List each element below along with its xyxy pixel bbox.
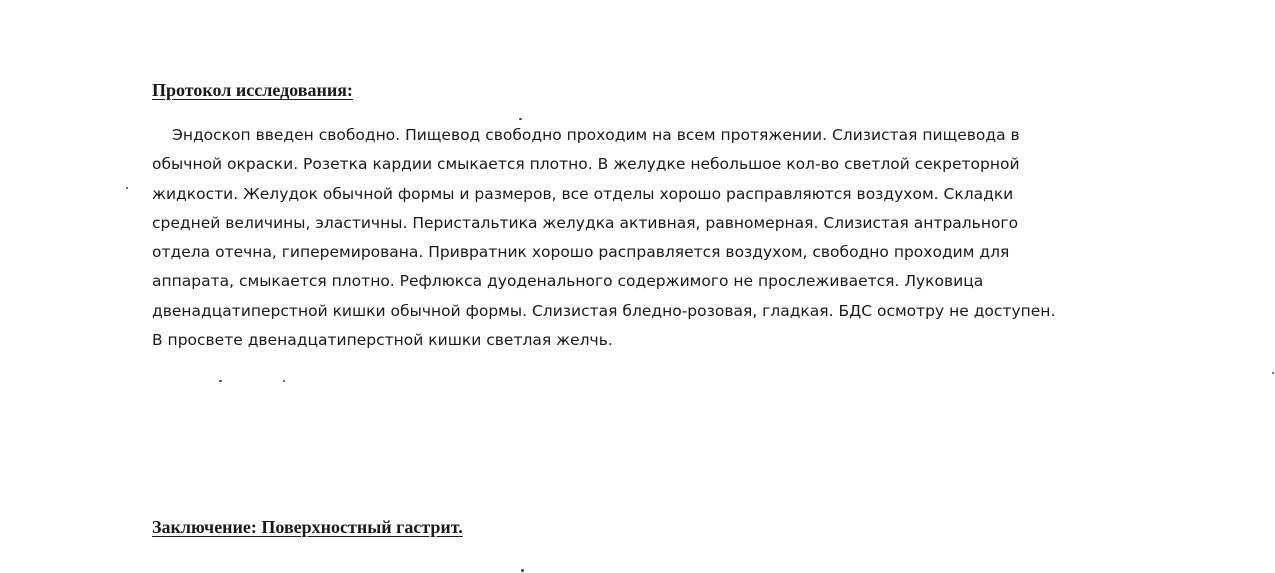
protocol-body [152,121,1142,355]
scan-speck [519,118,522,120]
protocol-line: двенадцатиперстной кишки обычной формы. Слизистая бледно-розовая, гладкая. БДС осмотру не доступен. [152,301,1056,320]
scan-speck [283,380,285,382]
protocol-line: обычной окраски. Розетка кардии смыкается плотно. В желудке небольшое кол-во светлой секреторной [152,155,1020,174]
protocol-line: Эндоскоп введен свободно. Пищевод свободно проходим на всем протяжении. Слизистая пищевода в [172,126,1020,144]
scan-speck [521,569,524,572]
protocol-line: средней величины, эластичны. Перистальтика желудка активная, равномерная. Слизистая антрального [152,213,1019,232]
protocol-line: В просвете двенадцатиперстной кишки светлая желчь. [152,331,613,350]
scan-speck [1272,372,1274,374]
scan-speck [219,380,222,382]
protocol-line: отдела отечна, гиперемирована. Привратник хорошо расправляется воздухом, свободно проходим для [152,243,1010,262]
protocol-heading: Протокол исследования: [152,80,353,100]
scan-speck [126,187,128,189]
conclusion-heading: Заключение: Поверхностный гастрит. [152,517,463,537]
protocol-line: аппарата, смыкается плотно. Рефлюкса дуоденального содержимого не прослеживается. Луковица [152,272,984,291]
protocol-line: жидкости. Желудок обычной формы и размеров, все отделы хорошо расправляются воздухом. Складки [152,184,1014,203]
